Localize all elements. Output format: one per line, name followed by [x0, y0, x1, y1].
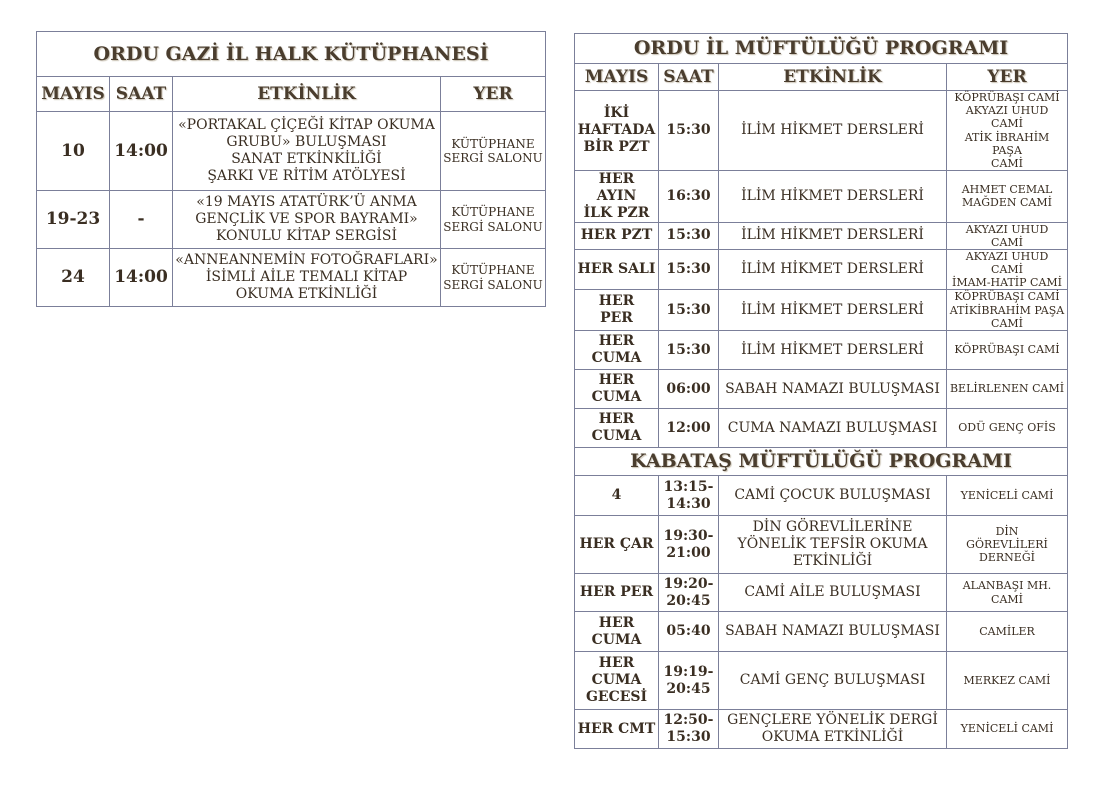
- table-row: [575, 249, 1068, 290]
- time-cell: [659, 249, 719, 290]
- day-line: HER: [598, 372, 635, 389]
- day-line: HER AYIN: [596, 171, 637, 204]
- header-month: MAYIS: [575, 64, 659, 91]
- event-line: İLİM HİKMET DERSLERİ: [741, 301, 924, 318]
- day-cell: [575, 612, 659, 652]
- header-month: MAYIS: [37, 77, 110, 112]
- day-line: İLK PZR: [583, 204, 650, 221]
- day-cell: [575, 222, 659, 249]
- time-line: 12:50-: [663, 712, 714, 729]
- place-cell: [947, 290, 1068, 331]
- time-line: 20:45: [666, 592, 711, 609]
- place-line: CAMİ: [991, 316, 1023, 330]
- time-line: 14:30: [666, 495, 711, 512]
- time-cell: [659, 516, 719, 574]
- place-line: KÜTÜPHANE: [451, 263, 535, 278]
- time-line: 15:30: [666, 729, 711, 746]
- place-line: CAMİLER: [979, 624, 1035, 638]
- time-line: 19:20-: [663, 575, 714, 592]
- place-line: MAĞDEN CAMİ: [962, 196, 1052, 210]
- place-cell: [947, 370, 1068, 409]
- time-line: 06:00: [666, 380, 711, 397]
- place-line: SERGİ SALONU: [443, 219, 543, 234]
- day-cell: 10: [37, 112, 110, 191]
- event-line: İLİM HİKMET DERSLERİ: [741, 227, 924, 244]
- time-cell: [659, 652, 719, 710]
- place-line: KÖPRÜBAŞI CAMİ: [954, 290, 1060, 304]
- day-line: BİR PZT: [583, 138, 650, 155]
- table-row: [575, 476, 1068, 516]
- day-line: CUMA: [591, 350, 642, 367]
- table-row: [575, 222, 1068, 249]
- table-row: [37, 191, 546, 249]
- place-line: AHMET CEMAL: [961, 183, 1053, 197]
- place-line: BELİRLENEN CAMİ: [949, 382, 1065, 396]
- place-line: İMAM-HATİP CAMİ: [952, 276, 1063, 290]
- header-event: ETKİNLİK: [719, 64, 947, 91]
- event-line: SABAH NAMAZI BULUŞMASI: [725, 380, 940, 397]
- time-cell: -: [110, 191, 173, 249]
- day-cell: [575, 476, 659, 516]
- place-line: KÜTÜPHANE: [451, 205, 535, 220]
- table-row: [37, 249, 546, 307]
- day-line: GECESİ: [585, 688, 648, 705]
- day-line: CUMA: [591, 631, 642, 648]
- event-line: OKUMA ETKİNLİĞİ: [761, 729, 904, 746]
- place-line: DİN: [995, 524, 1019, 538]
- place-cell: [947, 652, 1068, 710]
- event-cell: [719, 476, 947, 516]
- place-line: AKYAZI UHUD CAMİ: [965, 104, 1049, 131]
- header-time: SAAT: [110, 77, 173, 112]
- table-row: [575, 652, 1068, 710]
- header-time: SAAT: [659, 64, 719, 91]
- day-cell: 24: [37, 249, 110, 307]
- time-line: 15:30: [666, 122, 711, 139]
- table-row: [575, 290, 1068, 331]
- day-line: PER: [600, 310, 633, 327]
- table-row: [575, 370, 1068, 409]
- table-row: [575, 331, 1068, 370]
- event-line: «ANNEANNEMİN FOTOĞRAFLARI»: [175, 252, 438, 269]
- library-title: ORDU GAZİ İL HALK KÜTÜPHANESİ: [37, 32, 546, 77]
- event-cell: [719, 171, 947, 222]
- header-place: YER: [947, 64, 1068, 91]
- time-line: 15:30: [666, 261, 711, 278]
- event-line: OKUMA ETKİNLİĞİ: [235, 285, 378, 302]
- event-cell: [719, 652, 947, 710]
- event-line: «19 MAYIS ATATÜRK’Ü ANMA: [196, 194, 417, 211]
- place-line: CAMİ: [991, 156, 1023, 170]
- day-cell: [575, 409, 659, 448]
- place-line: ATİKİBRAHİM PAŞA: [949, 303, 1065, 317]
- place-cell: [947, 249, 1068, 290]
- time-line: 21:00: [666, 544, 711, 561]
- event-line: İLİM HİKMET DERSLERİ: [741, 261, 924, 278]
- day-line: HER: [598, 333, 635, 350]
- day-cell: [575, 710, 659, 749]
- day-line: HER: [598, 293, 635, 310]
- place-cell: [947, 710, 1068, 749]
- event-cell: [719, 222, 947, 249]
- place-cell: [441, 191, 546, 249]
- time-cell: [659, 222, 719, 249]
- place-line: AKYAZI UHUD CAMİ: [965, 249, 1049, 277]
- place-line: GÖREVLİLERİ: [966, 537, 1048, 551]
- event-line: CAMİ ÇOCUK BULUŞMASI: [734, 487, 931, 504]
- library-table: [36, 31, 546, 307]
- time-cell: [659, 476, 719, 516]
- place-line: ATİK İBRAHİM PAŞA: [964, 130, 1050, 157]
- place-line: YENİCELİ CAMİ: [960, 488, 1054, 502]
- time-line: 15:30: [666, 301, 711, 318]
- time-cell: [659, 409, 719, 448]
- mufti-table: [574, 33, 1068, 749]
- day-cell: [575, 652, 659, 710]
- day-line: HAFTADA: [577, 122, 656, 139]
- time-line: 19:19-: [663, 663, 714, 680]
- event-line: YÖNELİK TEFSİR OKUMA: [737, 536, 928, 553]
- event-cell: [173, 249, 441, 307]
- event-cell: [719, 409, 947, 448]
- day-line: HER ÇAR: [579, 536, 654, 553]
- time-line: 05:40: [666, 623, 711, 640]
- table-row: [575, 574, 1068, 612]
- place-cell: [947, 409, 1068, 448]
- time-line: 13:15-: [663, 478, 714, 495]
- mufti-title: ORDU İL MÜFTÜLÜĞÜ PROGRAMI: [575, 34, 1068, 64]
- place-cell: [947, 331, 1068, 370]
- event-line: «PORTAKAL ÇİÇEĞİ KİTAP OKUMA: [178, 117, 435, 134]
- event-line: SANAT ETKİNKİLİĞİ: [231, 151, 382, 167]
- day-cell: [575, 370, 659, 409]
- place-line: KÜTÜPHANE: [451, 136, 535, 151]
- day-line: HER: [598, 655, 635, 672]
- event-cell: [719, 516, 947, 574]
- time-cell: [659, 370, 719, 409]
- day-line: CUMA: [591, 672, 642, 689]
- table-row: [575, 516, 1068, 574]
- place-cell: [947, 516, 1068, 574]
- event-cell: [719, 290, 947, 331]
- time-cell: [659, 91, 719, 171]
- time-cell: [659, 331, 719, 370]
- day-line: HER: [598, 411, 635, 428]
- day-line: HER: [598, 614, 635, 631]
- event-cell: [719, 249, 947, 290]
- event-line: GRUBU» BULUŞMASI: [226, 134, 387, 151]
- place-cell: [947, 574, 1068, 612]
- place-line: AKYAZI UHUD CAMİ: [965, 222, 1049, 249]
- kabatas-title: KABATAŞ MÜFTÜLÜĞÜ PROGRAMI: [575, 448, 1068, 476]
- header-event: ETKİNLİK: [173, 77, 441, 112]
- event-line: DİN GÖREVLİLERİNE: [752, 519, 913, 536]
- time-line: 16:30: [666, 187, 711, 204]
- day-cell: [575, 171, 659, 222]
- time-line: 15:30: [666, 227, 711, 244]
- place-cell: [947, 171, 1068, 222]
- event-cell: [719, 91, 947, 171]
- time-cell: [659, 290, 719, 331]
- place-line: MERKEZ CAMİ: [963, 673, 1051, 687]
- table-row: [575, 710, 1068, 749]
- place-cell: [947, 612, 1068, 652]
- event-line: İLİM HİKMET DERSLERİ: [741, 122, 924, 139]
- event-cell: [719, 710, 947, 749]
- day-line: HER PER: [579, 584, 654, 601]
- place-line: SERGİ SALONU: [443, 277, 543, 292]
- event-line: ŞARKI VE RİTİM ATÖLYESİ: [207, 167, 406, 184]
- place-line: YENİCELİ CAMİ: [960, 722, 1054, 736]
- day-line: HER PZT: [580, 227, 653, 244]
- event-line: ETKİNLİĞİ: [792, 552, 873, 569]
- place-cell: [947, 91, 1068, 171]
- place-line: ALANBAŞI MH.: [962, 579, 1052, 593]
- event-line: İLİM HİKMET DERSLERİ: [741, 187, 924, 204]
- place-line: ODÜ GENÇ OFİS: [958, 421, 1056, 435]
- event-cell: [173, 191, 441, 249]
- event-line: GENÇLİK VE SPOR BAYRAMI»: [195, 211, 418, 228]
- time-line: 19:30-: [663, 527, 714, 544]
- table-row: [575, 171, 1068, 222]
- table-row: [575, 409, 1068, 448]
- place-line: KÖPRÜBAŞI CAMİ: [954, 91, 1060, 104]
- day-cell: [575, 91, 659, 171]
- place-line: SERGİ SALONU: [443, 151, 543, 165]
- time-cell: [659, 574, 719, 612]
- day-line: HER CMT: [577, 720, 656, 737]
- time-cell: 14:00: [110, 249, 173, 307]
- event-line: İLİM HİKMET DERSLERİ: [741, 341, 924, 358]
- place-cell: [947, 222, 1068, 249]
- time-line: 15:30: [666, 341, 711, 358]
- day-line: İKİ: [603, 105, 630, 122]
- time-line: 12:00: [666, 419, 711, 436]
- event-cell: [719, 612, 947, 652]
- event-line: CUMA NAMAZI BULUŞMASI: [727, 419, 938, 436]
- event-cell: [719, 574, 947, 612]
- day-line: CUMA: [591, 428, 642, 445]
- header-place: YER: [441, 77, 546, 112]
- day-line: 4: [611, 487, 622, 504]
- event-line: KONULU KİTAP SERGİSİ: [215, 227, 398, 244]
- day-cell: [575, 516, 659, 574]
- event-line: GENÇLERE YÖNELİK DERGİ: [727, 712, 938, 729]
- place-line: KÖPRÜBAŞI CAMİ: [954, 343, 1060, 357]
- place-cell: [947, 476, 1068, 516]
- event-cell: [719, 331, 947, 370]
- place-line: DERNEĞİ: [979, 551, 1035, 565]
- event-cell: [173, 112, 441, 191]
- event-line: SABAH NAMAZI BULUŞMASI: [725, 623, 940, 640]
- day-cell: [575, 290, 659, 331]
- event-line: CAMİ AİLE BULUŞMASI: [744, 584, 921, 601]
- day-cell: [575, 249, 659, 290]
- table-row: [37, 112, 546, 191]
- table-row: [575, 612, 1068, 652]
- day-cell: [575, 331, 659, 370]
- place-cell: [441, 249, 546, 307]
- day-line: CUMA: [591, 389, 642, 406]
- table-row: [575, 91, 1068, 171]
- day-cell: [575, 574, 659, 612]
- time-cell: 14:00: [110, 112, 173, 191]
- day-line: HER SALI: [577, 261, 656, 278]
- place-cell: [441, 112, 546, 191]
- place-line: CAMİ: [991, 592, 1023, 606]
- event-line: CAMİ GENÇ BULUŞMASI: [739, 672, 926, 689]
- time-line: 20:45: [666, 680, 711, 697]
- day-cell: 19-23: [37, 191, 110, 249]
- event-line: İSİMLİ AİLE TEMALI KİTAP: [205, 269, 408, 286]
- time-cell: [659, 612, 719, 652]
- event-cell: [719, 370, 947, 409]
- time-cell: [659, 171, 719, 222]
- time-cell: [659, 710, 719, 749]
